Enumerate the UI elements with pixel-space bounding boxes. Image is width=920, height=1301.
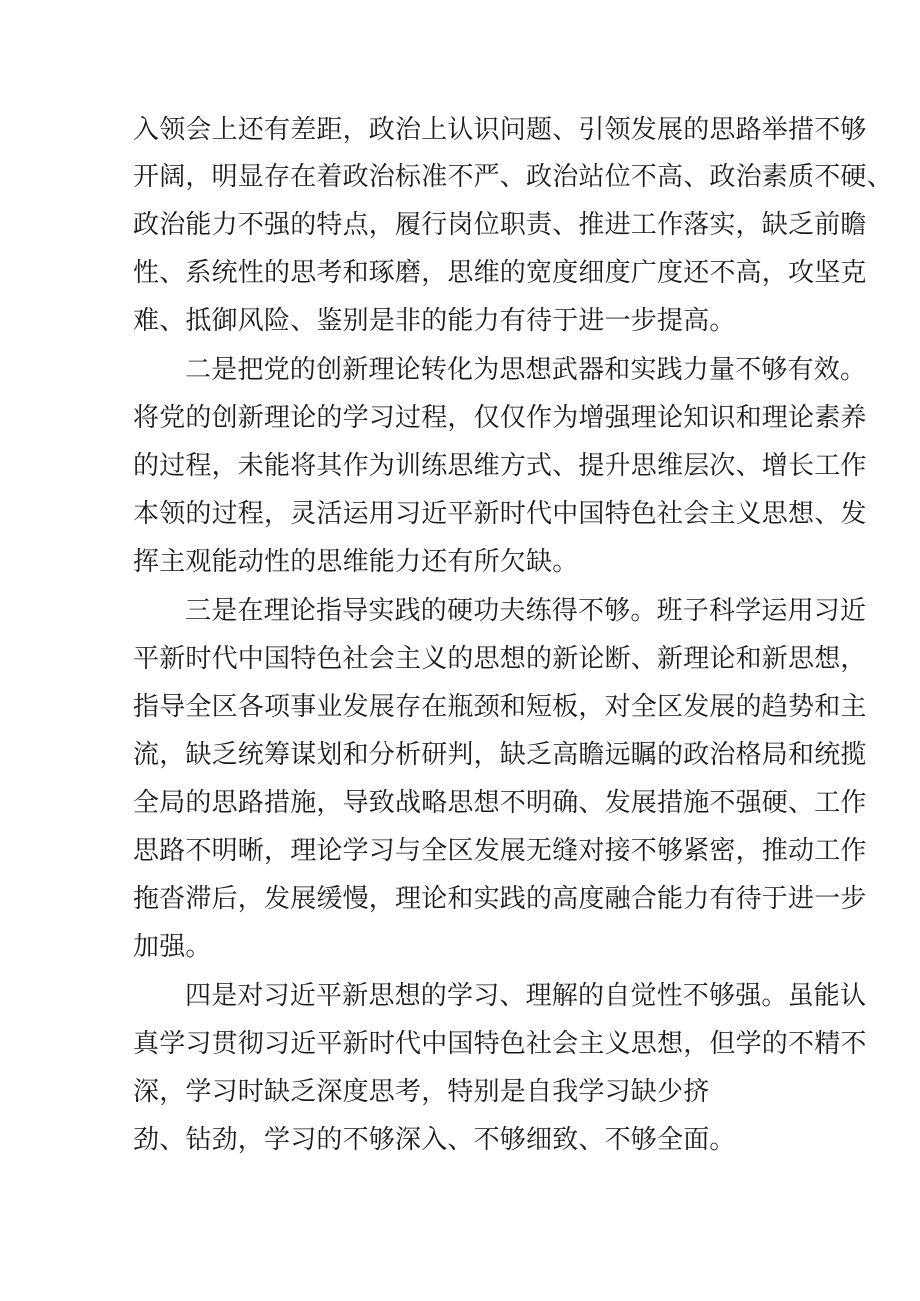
text-line: 思路不明晰，理论学习与全区发展无缝对接不够紧密，推动工作 <box>133 836 867 866</box>
text-line: 三是在理论指导实践的硬功夫练得不够。班子科学运用习近 <box>185 596 867 626</box>
text-line: 难、抵御风险、鉴别是非的能力有待于进一步提高。 <box>133 306 736 336</box>
text-line: 性、系统性的思考和琢磨，思维的宽度细度广度还不高，攻坚克 <box>133 258 867 288</box>
text-line: 开阔，明显存在着政治标准不严、政治站位不高、政治素质不硬、 <box>133 162 893 192</box>
text-line: 将党的创新理论的学习过程，仅仅作为增强理论知识和理论素养 <box>133 403 867 433</box>
text-line: 劲、钻劲，学习的不够深入、不够细致、不够全面。 <box>133 1125 736 1155</box>
text-line: 指导全区各项事业发展存在瓶颈和短板，对全区发展的趋势和主 <box>133 692 867 722</box>
text-line: 平新时代中国特色社会主义的思想的新论断、新理论和新思想， <box>133 644 867 674</box>
text-line: 挥主观能动性的思维能力还有所欠缺。 <box>133 547 579 577</box>
text-line: 二是把党的创新理论转化为思想武器和实践力量不够有效。 <box>185 355 867 385</box>
text-line: 流，缺乏统筹谋划和分析研判，缺乏高瞻远瞩的政治格局和统揽 <box>133 740 867 770</box>
text-line: 全局的思路措施，导致战略思想不明确、发展措施不强硬、工作 <box>133 788 867 818</box>
text-line: 政治能力不强的特点，履行岗位职责、推进工作落实，缺乏前瞻 <box>133 210 867 240</box>
text-line: 四是对习近平新思想的学习、理解的自觉性不够强。虽能认 <box>185 981 867 1011</box>
text-line: 的过程，未能将其作为训练思维方式、提升思维层次、增长工作 <box>133 451 867 481</box>
text-line: 本领的过程，灵活运用习近平新时代中国特色社会主义思想、发 <box>133 499 867 529</box>
text-line: 加强。 <box>133 932 212 962</box>
text-line: 深，学习时缺乏深度思考，特别是自我学习缺少挤 <box>133 1077 710 1107</box>
text-line: 入领会上还有差距，政治上认识问题、引领发展的思路举措不够 <box>133 115 867 145</box>
text-line: 真学习贯彻习近平新时代中国特色社会主义思想，但学的不精不 <box>133 1029 867 1059</box>
text-line: 拖沓滞后，发展缓慢，理论和实践的高度融合能力有待于进一步 <box>133 884 867 914</box>
